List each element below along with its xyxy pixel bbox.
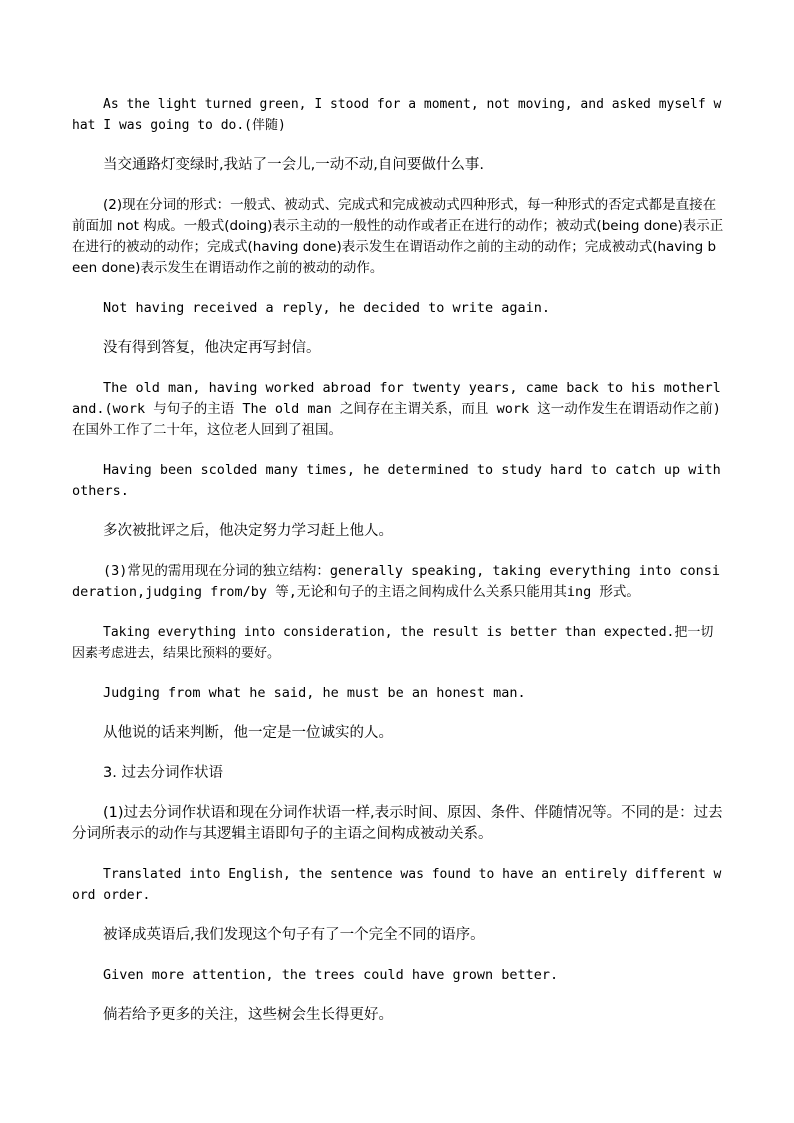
example-sentence-en: Not having received a reply, he decided to write again.: [103, 300, 551, 316]
section-heading: 3. 过去分词作状语: [103, 765, 223, 781]
example-translation-cn: 从他说的话来判断，他一定是一位诚实的人。: [103, 725, 393, 741]
example-sentence-mixed: Taking everything into consideration, the result is better than expected.把一切因素考虑进去，结果比预料的要好。: [72, 625, 714, 661]
example-translation-cn: 多次被批评之后，他决定努力学习赶上他人。: [103, 523, 393, 539]
example-sentence-en: Given more attention, the trees could have grown better.: [103, 967, 559, 983]
example-sentence-en: As the light turned green, I stood for a moment, not moving, and asked myself what I was going to do.(伴随): [72, 97, 722, 133]
grammar-explanation: (1)过去分词作状语和现在分词作状语一样,表示时间、原因、条件、伴随情况等。不同的是：过去分词所表示的动作与其逻辑主语即句子的主语之间构成被动关系。: [72, 805, 723, 842]
example-translation-cn: 倘若给予更多的关注，这些树会生长得更好。: [103, 1007, 393, 1023]
example-sentence-mixed: The old man, having worked abroad for twenty years, came back to his motherland.(work 与句子的主语 The old man 之间存在主谓关系，而且 work 这一动作发生在谓语动作之前)在国外工作了二十年，这位老人回到了祖国。: [72, 380, 721, 438]
example-translation-cn: 没有得到答复，他决定再写封信。: [103, 340, 321, 356]
document-page: [72, 94, 724, 1045]
example-translation-cn: 被译成英语后,我们发现这个句子有了一个完全不同的语序。: [103, 927, 485, 943]
example-sentence-en: Translated into English, the sentence was found to have an entirely different word order.: [72, 867, 722, 903]
grammar-explanation: (2)现在分词的形式：一般式、被动式、完成式和完成被动式四种形式，每一种形式的否定式都是直接在前面加 not 构成。一般式(doing)表示主动的一般性的动作或者正在进行的动作；被动式(being done)表示正在进行的被动的动作；完成式(having done)表示发生在谓语动作之前的主动的动作；完成被动式(having been done)表示发生在谓语动作之前的被动的动作。: [72, 197, 724, 276]
example-translation-cn: 当交通路灯变绿时,我站了一会儿,一动不动,自问要做什么事.: [103, 157, 484, 173]
grammar-explanation: (3)常见的需用现在分词的独立结构：generally speaking, taking everything into consideration,judging from/by 等,无论和句子的主语之间构成什么关系只能用其ing 形式。: [72, 563, 721, 600]
example-sentence-en: Judging from what he said, he must be an honest man.: [103, 685, 526, 701]
example-sentence-en: Having been scolded many times, he determined to study hard to catch up with others.: [72, 462, 721, 499]
